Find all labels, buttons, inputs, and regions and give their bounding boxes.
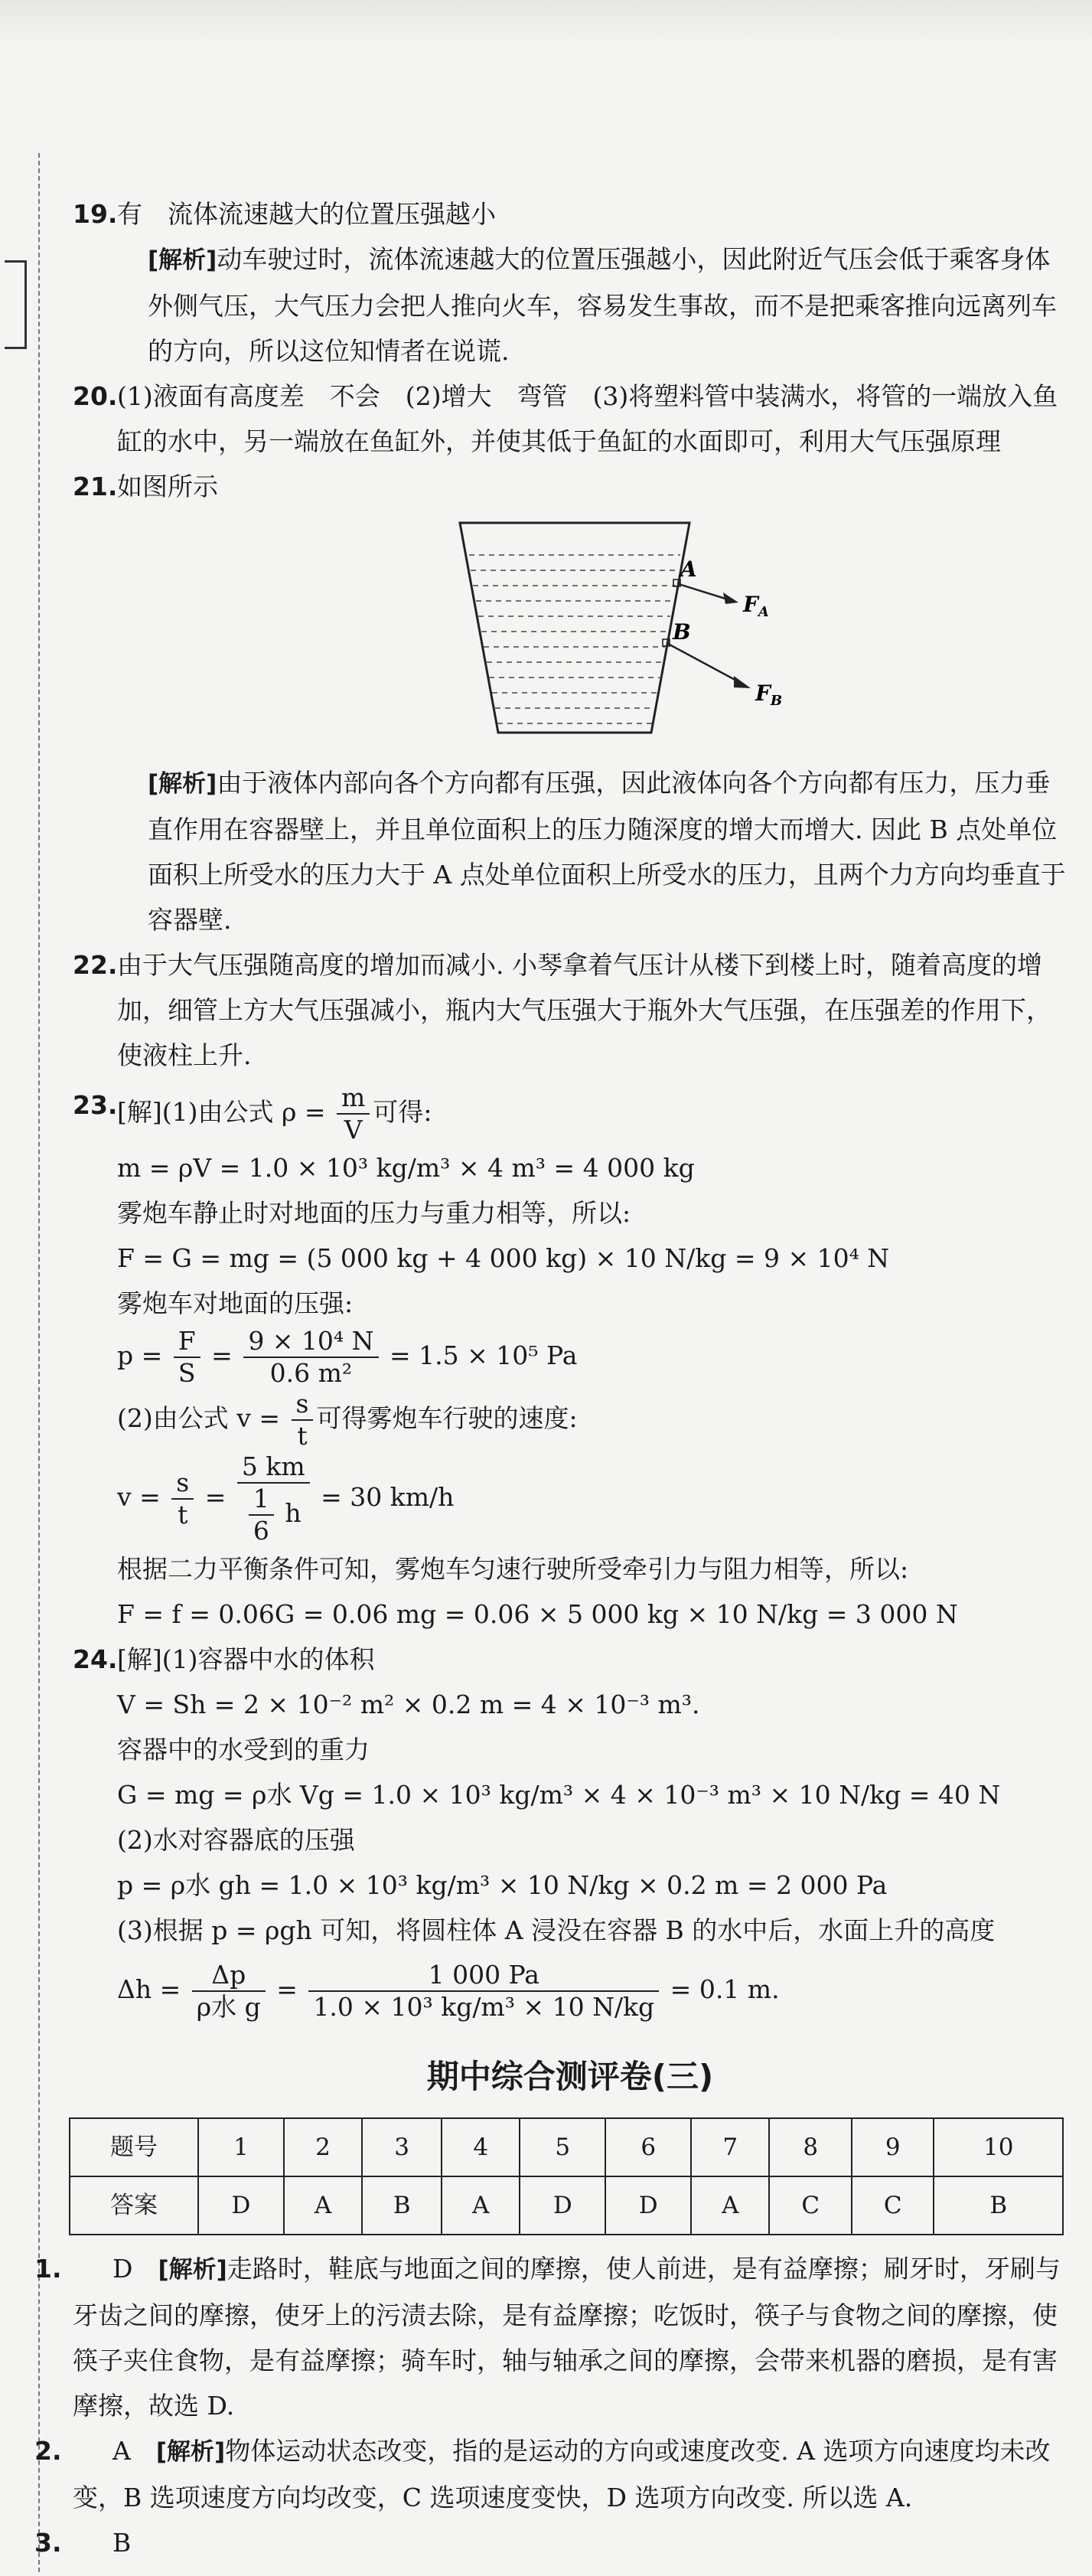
margin-bracket <box>5 260 27 349</box>
answer-page <box>34 191 1068 2565</box>
question-number: 24. <box>73 1644 118 1674</box>
question-number: 21. <box>73 472 118 501</box>
equation: Δh = $\frac{\Delta p}{\text{ρ水 g}}$ = $\frac{1 000 Pa}{\text{1.0 × 10³ kg/m³ × 10 N/kg}}$ = 0.1 m. <box>117 1960 780 2022</box>
analysis <box>117 760 1068 942</box>
answer-cell: C <box>769 2176 852 2235</box>
question-number-cell: 6 <box>605 2118 691 2176</box>
equation: p = ρ水 gh = 1.0 × 10³ kg/m³ × 10 N/kg × 0.2 m = 2 000 Pa <box>117 1870 888 1900</box>
table-row <box>70 2176 1063 2235</box>
answer-cell: D <box>605 2176 691 2235</box>
analysis-tag: [解析] <box>155 2438 226 2466</box>
analysis <box>117 237 1068 374</box>
solution-1 <box>34 2246 1068 2428</box>
question-number: 22. <box>73 950 118 980</box>
equation: F = f = 0.06G = 0.06 mg = 0.06 × 5 000 kg × 10 N/kg = 3 000 N <box>117 1599 958 1629</box>
question-number-cell: 7 <box>691 2118 769 2176</box>
equation: G = mg = ρ水 Vg = 1.0 × 10³ kg/m³ × 4 × 10⁻³ m³ × 10 N/kg = 40 N <box>117 1780 1001 1810</box>
answer-cell: C <box>852 2176 934 2235</box>
solution-line: 容器中的水受到的重力 <box>117 1735 370 1765</box>
solution-text: B <box>112 2528 132 2558</box>
equation: m = ρV = 1.0 × 10³ kg/m³ × 4 m³ = 4 000 kg <box>117 1153 695 1183</box>
equation: v = $\frac{s}{t}$ = 5 km $\frac{1}{6}$ h = 30 km/h <box>117 1451 455 1546</box>
fraction: $\frac{s}{t}$ <box>292 1389 314 1451</box>
label-b: B <box>673 619 691 645</box>
solution-3 <box>34 2520 1068 2565</box>
fraction: 5 km $\frac{1}{6}$ h <box>237 1451 310 1546</box>
question-number-cell: 2 <box>284 2118 362 2176</box>
solution-2 <box>34 2428 1068 2520</box>
answer-text: 如图所示 <box>117 472 218 501</box>
table-header-cell: 答案 <box>70 2176 198 2235</box>
answer-cell: B <box>362 2176 442 2235</box>
equation: p = $\frac{F}{S}$ = $\frac{\text{9 × 10⁴ N}}{\text{0.6 m²}}$ = 1.5 × 10⁵ Pa <box>117 1326 578 1388</box>
equation: F = G = mg = (5 000 kg + 4 000 kg) × 10 N/kg = 9 × 10⁴ N <box>117 1243 890 1273</box>
solution-line: (3)根据 p = ρgh 可知，将圆柱体 A 浸没在容器 B 的水中后，水面上升的高度 <box>117 1915 996 1945</box>
fraction: $\frac{m}{V}$ <box>337 1082 370 1145</box>
equation: V = Sh = 2 × 10⁻² m² × 0.2 m = 4 × 10⁻³ m³. <box>117 1690 700 1719</box>
fraction: $\frac{s}{t}$ <box>171 1468 194 1530</box>
solution-line: (2)由公式 v = $\frac{s}{t}$ 可得雾炮车行驶的速度: <box>117 1389 578 1451</box>
question-20 <box>73 374 1068 464</box>
table-row <box>70 2118 1063 2176</box>
question-24 <box>73 1637 1068 2026</box>
solution-line: [解](1)由公式 ρ = $\frac{m}{V}$ 可得: <box>117 1082 432 1144</box>
question-number-cell: 10 <box>934 2118 1063 2176</box>
answer-table <box>69 2117 1064 2235</box>
answer-cell: D <box>198 2176 284 2235</box>
label-a: A <box>680 557 697 582</box>
section-title: 期中综合测评卷(三) <box>426 2058 714 2095</box>
analysis-text: 动车驶过时，流体流速越大的位置压强越小，因此附近气压会低于乘客身体外侧气压，大气压力会把人推向火车，容易发生事故，而不是把乘客推向远离列车的方向，所以这位知情者在说谎. <box>148 244 1057 366</box>
fraction: $\frac{1}{6}$ <box>249 1484 274 1546</box>
force-b-label: $F_B$ <box>755 681 783 709</box>
question-number-cell: 9 <box>852 2118 934 2176</box>
answer-cell: D <box>520 2176 605 2235</box>
question-number: 1. <box>34 2254 62 2284</box>
force-a-label: $F_A$ <box>743 592 769 620</box>
answer-text: 有 流体流速越大的位置压强越小 <box>117 199 496 229</box>
solution-line: 根据二力平衡条件可知，雾炮车匀速行驶所受牵引力与阻力相等，所以: <box>117 1554 909 1584</box>
question-21 <box>73 464 1068 942</box>
solution-line: 雾炮车静止时对地面的压力与重力相等，所以: <box>117 1198 631 1228</box>
fraction: $\frac{F}{S}$ <box>174 1326 200 1389</box>
solution-text: D [解析]走路时，鞋底与地面之间的摩擦，使人前进，是有益摩擦；刷牙时，牙刷与牙齿之间的摩擦，使牙上的污渍去除，是有益摩擦；吃饭时，筷子与食物之间的摩擦，使筷子夹住食物，是有益摩擦；骑车时，轴与轴承之间的摩擦，会带来机器的磨损，是有害摩擦，故选 D. <box>73 2254 1061 2421</box>
point-b-arrow <box>663 639 751 688</box>
binding-margin <box>0 153 40 2572</box>
question-number-cell: 3 <box>362 2118 442 2176</box>
question-23 <box>73 1082 1068 1637</box>
question-number-cell: 4 <box>442 2118 520 2176</box>
analysis-text: 由于液体内部向各个方向都有压强，因此液体向各个方向都有压力，压力垂直作用在容器壁上，并且单位面积上的压力随深度的增大而增大. 因此 B 点处单位面积上所受水的压力大于 A 点处单位面积上所受水的压力，且两个力方向均垂直于容器壁. <box>148 768 1066 935</box>
answer-cell: A <box>284 2176 362 2235</box>
answer-cell: A <box>442 2176 520 2235</box>
scan-top-band <box>0 0 1092 46</box>
fraction: $\frac{\text{9 × 10⁴ N}}{\text{0.6 m²}}$ <box>243 1326 378 1389</box>
container-figure <box>454 517 1068 753</box>
question-number-cell: 5 <box>520 2118 605 2176</box>
answer-cell: A <box>691 2176 769 2235</box>
solution-text: A [解析]物体运动状态改变，指的是运动的方向或速度改变. A 选项方向速度均未改变，B 选项速度方向均改变，C 选项速度变快，D 选项方向改变. 所以选 A. <box>73 2436 1051 2512</box>
analysis-text: 物体运动状态改变，指的是运动的方向或速度改变. A 选项方向速度均未改变，B 选项速度方向均改变，C 选项速度变快，D 选项方向改变. 所以选 A. <box>73 2436 1051 2512</box>
answer-text: (1)液面有高度差 不会 (2)增大 弯管 (3)将塑料管中装满水，将管的一端放入鱼缸的水中，另一端放在鱼缸外，并使其低于鱼缸的水面即可，利用大气压强原理 <box>117 381 1058 456</box>
question-number-cell: 1 <box>198 2118 284 2176</box>
fraction: $\frac{1 000 Pa}{\text{1.0 × 10³ kg/m³ × 10 N/kg}}$ <box>308 1960 659 2023</box>
trapezoid-container-diagram <box>454 517 813 739</box>
answer-cell: B <box>934 2176 1063 2235</box>
fraction: $\frac{\Delta p}{\text{ρ水 g}}$ <box>192 1960 266 2023</box>
question-number-cell: 8 <box>769 2118 852 2176</box>
analysis-tag: [解析] <box>148 770 217 798</box>
analysis-tag: [解析] <box>158 2256 227 2284</box>
question-number: 2. <box>34 2436 62 2466</box>
solution-line: [解](1)容器中水的体积 <box>117 1644 375 1674</box>
point-a-arrow <box>673 580 738 604</box>
question-19 <box>73 191 1068 374</box>
table-header-cell: 题号 <box>70 2118 198 2176</box>
solution-line: (2)水对容器底的压强 <box>117 1825 355 1855</box>
question-22 <box>73 942 1068 1078</box>
answer-text: 由于大气压强随高度的增加而减小. 小琴拿着气压计从楼下到楼上时，随着高度的增加，细管上方大气压强减小，瓶内大气压强大于瓶外大气压强，在压强差的作用下，使液柱上升. <box>117 950 1051 1070</box>
question-number: 23. <box>73 1090 118 1120</box>
question-number: 20. <box>73 381 118 411</box>
question-number: 19. <box>73 199 118 229</box>
analysis-tag: [解析] <box>148 246 217 274</box>
solution-line: 雾炮车对地面的压强: <box>117 1288 354 1318</box>
analysis-text: 走路时，鞋底与地面之间的摩擦，使人前进，是有益摩擦；刷牙时，牙刷与牙齿之间的摩擦，使牙上的污渍去除，是有益摩擦；吃饭时，筷子与食物之间的摩擦，使筷子夹住食物，是有益摩擦；骑车时，轴与轴承之间的摩擦，会带来机器的磨损，是有害摩擦，故选 D. <box>73 2254 1061 2421</box>
question-number: 3. <box>34 2528 62 2558</box>
